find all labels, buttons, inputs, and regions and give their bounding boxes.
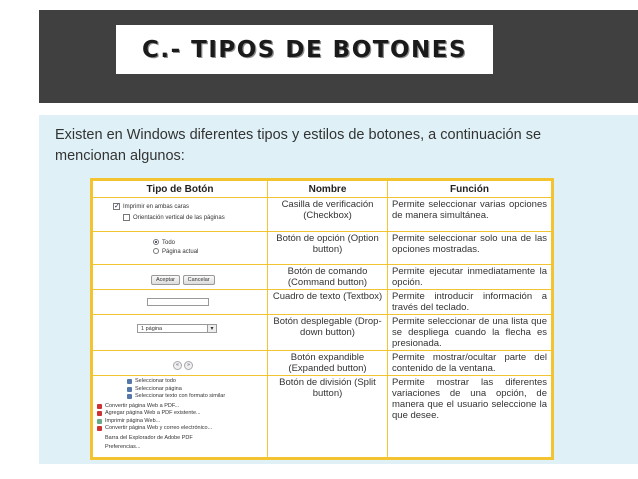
split-menu: Seleccionar todo Seleccionar página Seleccionar texto con formato similar Convertir página Web a PDF... Agregar página Web a PDF existente... Imprimir página Web... Convertir página Web y correo electrónico... Barra del Explorador de Adobe PDF Preferencias... xyxy=(97,378,263,452)
cell-nombre: Botón expandible (Expanded button) xyxy=(268,351,388,376)
example-checkbox: ✓ Imprimir en ambas caras Orientación vertical de las páginas xyxy=(93,198,268,232)
table-row xyxy=(93,290,552,315)
title-box xyxy=(116,25,493,74)
table-row xyxy=(93,315,552,351)
radio-unselected[interactable] xyxy=(153,248,159,254)
cell-nombre: Casilla de verificación (Checkbox) xyxy=(268,198,388,232)
example-option-button: Todo Página actual xyxy=(93,232,268,265)
table-row xyxy=(93,198,552,232)
collapse-icon[interactable]: » xyxy=(184,361,193,370)
checkbox-checked[interactable]: ✓ xyxy=(114,203,120,210)
chevron-down-icon[interactable]: ▾ xyxy=(207,325,216,332)
cell-nombre: Botón de división (Split button) xyxy=(268,376,388,458)
table-row xyxy=(93,376,552,458)
example-dropdown xyxy=(93,315,268,351)
select-icon xyxy=(127,387,132,392)
checkbox-unchecked[interactable] xyxy=(123,214,130,221)
sample-dropdown[interactable]: 1 página ▾ xyxy=(137,324,217,333)
table-row xyxy=(93,265,552,290)
table-row xyxy=(93,351,552,376)
buttons-table-frame xyxy=(90,178,554,460)
cell-funcion: Permite mostrar/ocultar parte del contenido de la ventana. xyxy=(388,351,552,376)
cell-funcion: Permite mostrar las diferentes variaciones de una opción, de manera que el usuario seleccione la que desee. xyxy=(388,376,552,458)
sample-textbox[interactable] xyxy=(147,298,209,306)
expand-icon[interactable]: « xyxy=(173,361,182,370)
pdf-icon xyxy=(97,404,102,409)
accept-button[interactable]: Aceptar xyxy=(151,275,180,285)
example-split-button xyxy=(93,376,268,458)
example-textbox xyxy=(93,290,268,315)
cell-funcion: Permite seleccionar varias opciones de manera simultánea. xyxy=(388,198,552,232)
buttons-table xyxy=(92,180,552,458)
print-icon xyxy=(97,419,102,424)
cell-funcion: Permite ejecutar inmediatamente la opción. xyxy=(388,265,552,290)
cell-nombre: Botón de opción (Option button) xyxy=(268,232,388,265)
table-row xyxy=(93,232,552,265)
select-icon xyxy=(127,394,132,399)
header-funcion: Función xyxy=(388,181,552,198)
cell-funcion: Permite seleccionar de una lista que se despliega cuando la flecha es presionada. xyxy=(388,315,552,351)
cell-nombre: Botón de comando (Command button) xyxy=(268,265,388,290)
example-command-button xyxy=(93,265,268,290)
example-expanded-button xyxy=(93,351,268,376)
pdf-icon xyxy=(97,411,102,416)
radio-selected[interactable] xyxy=(153,239,159,245)
cancel-button[interactable]: Cancelar xyxy=(183,275,215,285)
select-icon xyxy=(127,379,132,384)
header-nombre: Nombre xyxy=(268,181,388,198)
header-tipo: Tipo de Botón xyxy=(93,181,268,198)
cell-nombre: Cuadro de texto (Textbox) xyxy=(268,290,388,315)
cell-nombre: Botón desplegable (Drop-down button) xyxy=(268,315,388,351)
slide-title: C.- TIPOS DE BOTONES xyxy=(141,36,468,63)
pdf-icon xyxy=(97,426,102,431)
intro-text: Existen en Windows diferentes tipos y estilos de botones, a continuación se mencionan algunos: xyxy=(55,127,542,164)
cell-funcion: Permite seleccionar solo una de las opciones mostradas. xyxy=(388,232,552,265)
table-header-row xyxy=(93,181,552,198)
cell-funcion: Permite introducir información a través del teclado. xyxy=(388,290,552,315)
